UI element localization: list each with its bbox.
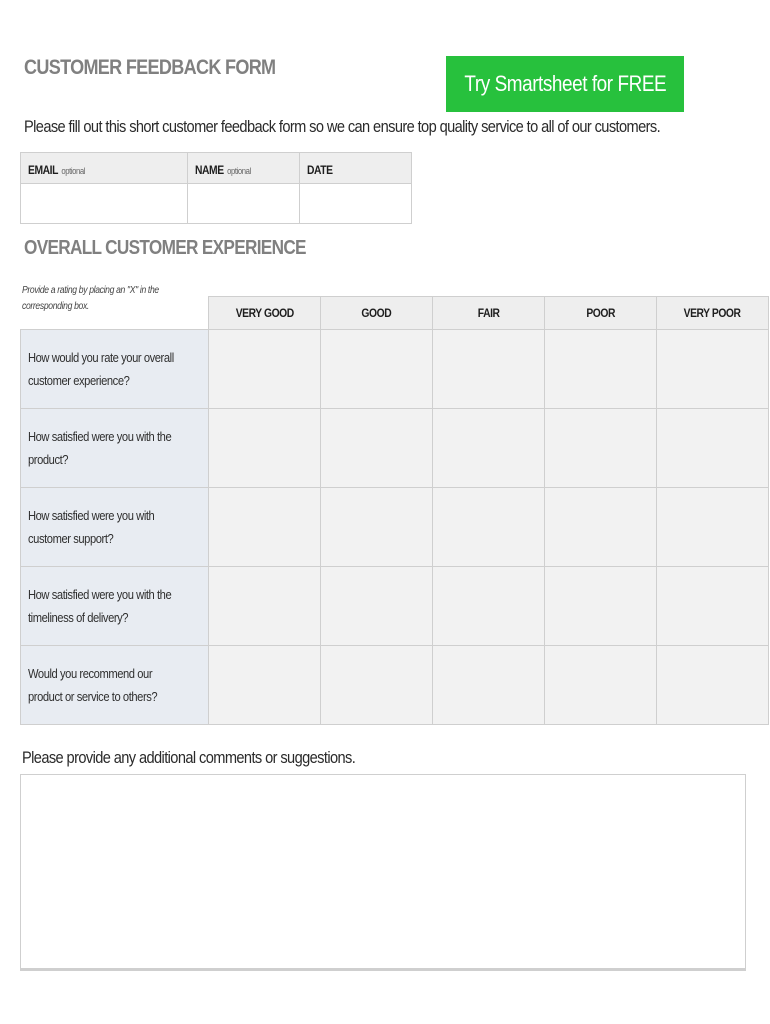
rating-question bbox=[21, 488, 209, 567]
rating-column-label: VERY POOR bbox=[684, 306, 741, 320]
form-intro: Please fill out this short customer feedback form so we can ensure top quality service to all of our customers. bbox=[24, 117, 661, 136]
rating-cell[interactable] bbox=[433, 330, 545, 409]
email-label: EMAIL bbox=[28, 163, 58, 177]
rating-cell[interactable] bbox=[657, 409, 769, 488]
rating-cell[interactable] bbox=[433, 646, 545, 725]
rating-column-label: FAIR bbox=[477, 306, 500, 320]
rating-question-text: How satisfied were you with the timeliness of delivery? bbox=[28, 587, 172, 625]
date-field[interactable] bbox=[300, 184, 412, 224]
rating-cell[interactable] bbox=[657, 567, 769, 646]
rating-cell[interactable] bbox=[321, 409, 433, 488]
rating-row bbox=[21, 330, 769, 409]
rating-question bbox=[21, 567, 209, 646]
rating-question bbox=[21, 330, 209, 409]
rating-cell[interactable] bbox=[657, 330, 769, 409]
rating-question bbox=[21, 646, 209, 725]
rating-column-label: VERY GOOD bbox=[235, 306, 294, 320]
rating-table bbox=[20, 296, 769, 725]
rating-question-text: How satisfied were you with customer support? bbox=[28, 508, 155, 546]
rating-instructions: Provide a rating by placing an "X" in the corresponding box. bbox=[22, 285, 159, 312]
rating-column-header bbox=[657, 297, 769, 330]
rating-row bbox=[21, 646, 769, 725]
rating-cell[interactable] bbox=[433, 488, 545, 567]
contact-table bbox=[20, 152, 412, 224]
rating-row bbox=[21, 567, 769, 646]
rating-cell[interactable] bbox=[433, 409, 545, 488]
name-optional-hint: optional bbox=[227, 166, 251, 176]
rating-cell[interactable] bbox=[209, 488, 321, 567]
rating-column-header bbox=[433, 297, 545, 330]
name-header bbox=[188, 153, 300, 184]
rating-question bbox=[21, 409, 209, 488]
name-field[interactable] bbox=[188, 184, 300, 224]
date-header bbox=[300, 153, 412, 184]
comments-label: Please provide any additional comments or suggestions. bbox=[22, 748, 356, 767]
rating-corner bbox=[21, 297, 209, 330]
name-label: NAME bbox=[195, 163, 224, 177]
rating-cell[interactable] bbox=[209, 330, 321, 409]
rating-column-header bbox=[321, 297, 433, 330]
rating-cell[interactable] bbox=[209, 646, 321, 725]
rating-question-text: Would you recommend our product or service to others? bbox=[28, 666, 158, 704]
rating-cell[interactable] bbox=[321, 567, 433, 646]
form-title: CUSTOMER FEEDBACK FORM bbox=[24, 56, 276, 79]
try-smartsheet-button[interactable] bbox=[446, 56, 684, 112]
rating-cell[interactable] bbox=[657, 488, 769, 567]
rating-row bbox=[21, 488, 769, 567]
email-optional-hint: optional bbox=[61, 166, 86, 176]
experience-title: OVERALL CUSTOMER EXPERIENCE bbox=[24, 237, 306, 259]
rating-cell[interactable] bbox=[545, 330, 657, 409]
rating-cell[interactable] bbox=[209, 567, 321, 646]
rating-row bbox=[21, 409, 769, 488]
comments-textarea[interactable] bbox=[20, 774, 746, 971]
rating-cell[interactable] bbox=[209, 409, 321, 488]
email-header bbox=[21, 153, 188, 184]
rating-cell[interactable] bbox=[321, 330, 433, 409]
rating-cell[interactable] bbox=[433, 567, 545, 646]
email-field[interactable] bbox=[21, 184, 188, 224]
rating-cell[interactable] bbox=[545, 409, 657, 488]
rating-cell[interactable] bbox=[545, 567, 657, 646]
date-label: DATE bbox=[307, 163, 333, 177]
rating-cell[interactable] bbox=[321, 488, 433, 567]
rating-cell[interactable] bbox=[321, 646, 433, 725]
rating-cell[interactable] bbox=[545, 646, 657, 725]
rating-question-text: How satisfied were you with the product? bbox=[28, 429, 172, 467]
rating-column-label: GOOD bbox=[361, 306, 392, 320]
try-smartsheet-label: Try Smartsheet for FREE bbox=[464, 71, 666, 96]
rating-column-label: POOR bbox=[586, 306, 615, 320]
rating-cell[interactable] bbox=[545, 488, 657, 567]
rating-column-header bbox=[545, 297, 657, 330]
rating-column-header bbox=[209, 297, 321, 330]
rating-cell[interactable] bbox=[657, 646, 769, 725]
rating-question-text: How would you rate your overall customer experience? bbox=[28, 350, 174, 388]
